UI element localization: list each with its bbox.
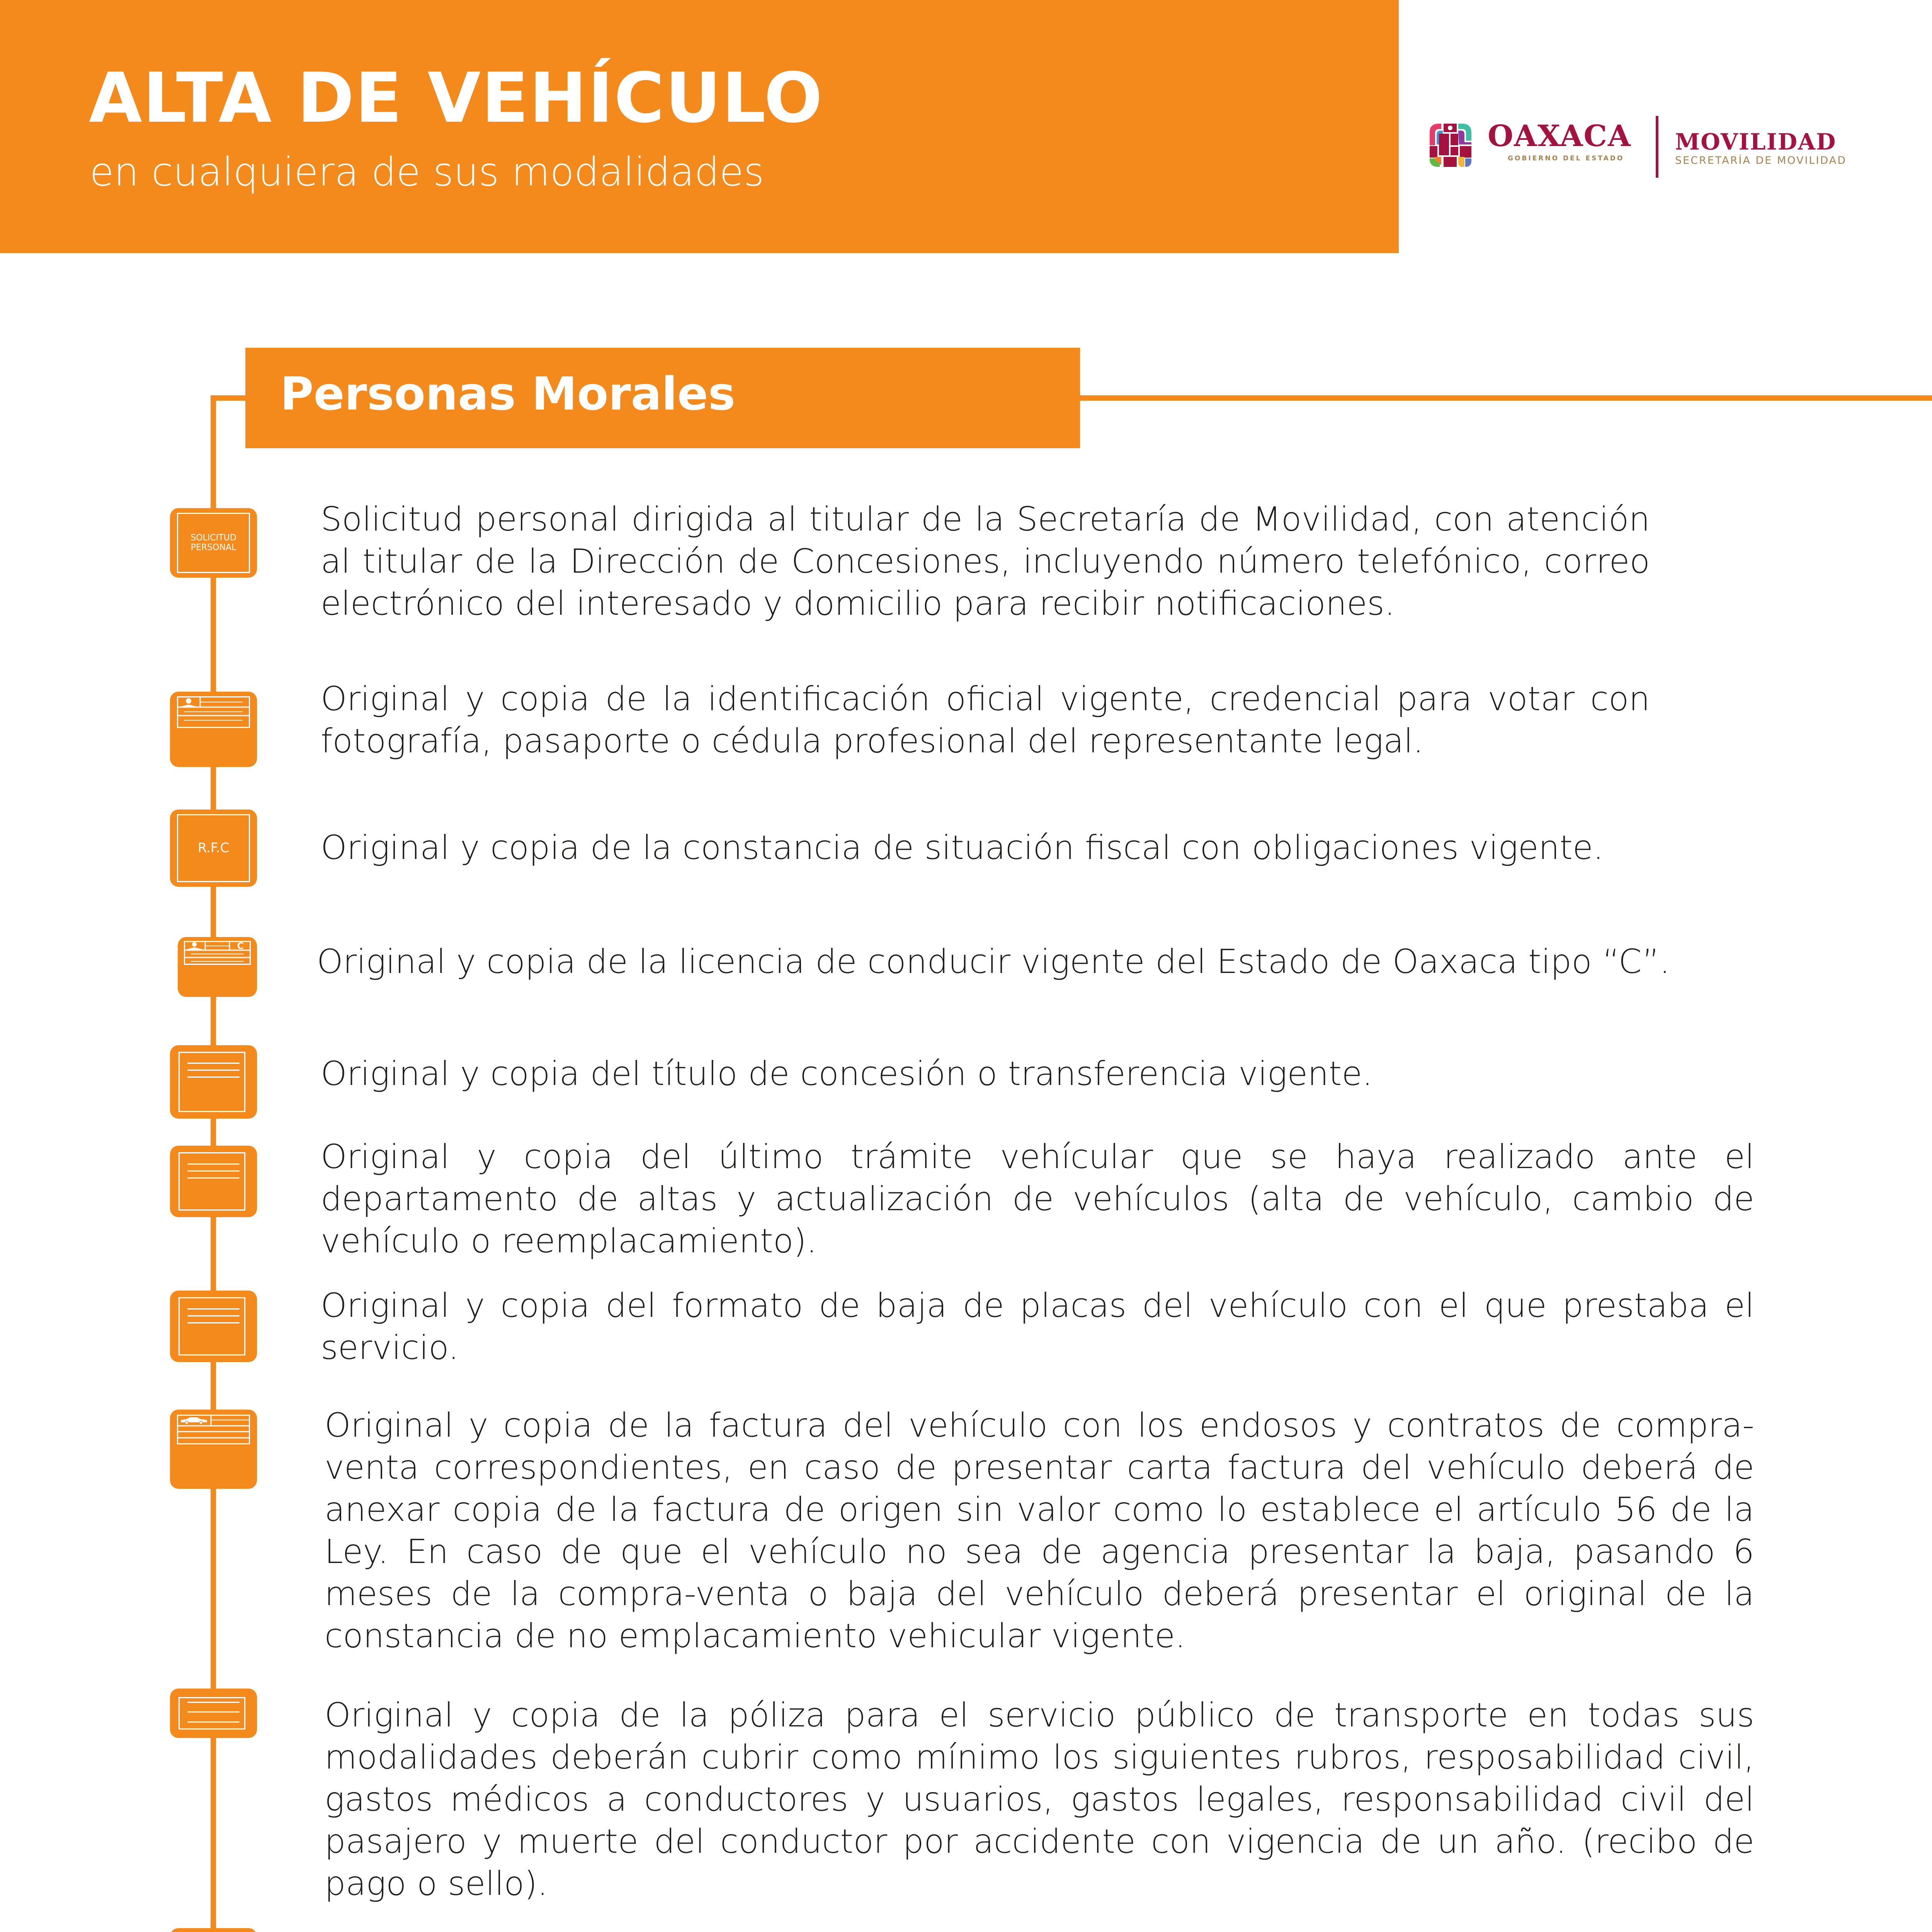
- requirement-text: Solicitud personal dirigida al titular de la Secretaría de Movilidad, con atención al titular de la Dirección de Concesiones, incluyendo número telefónico, correo electrónico del interesado y domicilio para recibir notificaciones.: [321, 500, 1650, 623]
- id-card-icon: [170, 692, 257, 767]
- document-icon: [170, 1146, 257, 1217]
- icon-label-line: R.F.C: [197, 840, 230, 856]
- icon-label-line: SOLICITUD: [190, 533, 236, 543]
- oaxaca-emblem-icon: [1426, 121, 1475, 170]
- section-header: [245, 348, 1080, 448]
- document-icon: [170, 1928, 257, 1932]
- logo-movilidad-text: MOVILIDAD: [1675, 129, 1837, 155]
- section-divider-line: [1080, 395, 1932, 401]
- page-subtitle: en cualquiera de sus modalidades: [90, 149, 764, 195]
- logo-gobierno-text: GOBIERNO DEL ESTADO: [1508, 155, 1624, 162]
- rfc-icon: [170, 810, 257, 887]
- oaxaca-movilidad-logo: [1426, 116, 1901, 178]
- document-icon: [170, 1045, 257, 1119]
- requirement-text: Original y copia de la póliza para el servicio público de transporte en todas sus modalidades deberán cubrir como mínimo los siguientes rubros, resposabilidad civil, gastos médicos a conductores y usuarios, gastos legales, responsabilidad civil del pasajero y muerte del conductor por accidente con vigencia de un año. (recibo de pago o sello).: [325, 1696, 1754, 1903]
- document-icon: [170, 1689, 257, 1738]
- vehicle-invoice-icon: [170, 1410, 257, 1489]
- icon-label-line: PERSONAL: [190, 543, 236, 553]
- logo-divider: [1656, 116, 1658, 178]
- requirement-text: Original y copia de la identificación oficial vigente, credencial para votar con fotografía, pasaporte o cédula profesional del representante legal.: [321, 680, 1650, 760]
- requirement-text: Original y copia del formato de baja de placas del vehículo con el que prestaba el servicio.: [321, 1286, 1754, 1367]
- logo-oaxaca-text: OAXACA: [1488, 119, 1631, 153]
- document-icon: [170, 1291, 257, 1362]
- logo-secretaria-text: SECRETARÍA DE MOVILIDAD: [1675, 155, 1847, 167]
- solicitud-personal-icon: [170, 508, 257, 578]
- requirement-text: Original y copia de la constancia de situación fiscal con obligaciones vigente.: [321, 828, 1604, 867]
- requirement-text: Original y copia de la licencia de conducir vigente del Estado de Oaxaca tipo “C”.: [317, 942, 1670, 981]
- page-title: ALTA DE VEHÍCULO: [89, 58, 823, 138]
- section-title: Personas Morales: [280, 367, 735, 420]
- requirement-text: Original y copia del título de concesión o transferencia vigente.: [321, 1054, 1373, 1093]
- requirement-text: Original y copia de la factura del vehículo con los endosos y contratos de compra-venta correspondientes, en caso de presentar carta factura del vehículo deberá de anexar copia de la factura de origen sin valor como lo establece el artículo 56 de la Ley. En caso de que el vehículo no sea de agencia presentar la baja, pasando 6 meses de la compra-venta o baja del vehículo deberá presentar el original de la constancia de no emplacamiento vehicular vigente.: [325, 1406, 1754, 1655]
- driver-license-c-icon: [178, 937, 257, 997]
- license-badge: C: [237, 941, 244, 951]
- requirement-text: Original y copia del último trámite vehícular que se haya realizado ante el departamento de altas y actualización de vehículos (alta de vehículo, cambio de vehículo o reemplacamiento).: [321, 1138, 1754, 1260]
